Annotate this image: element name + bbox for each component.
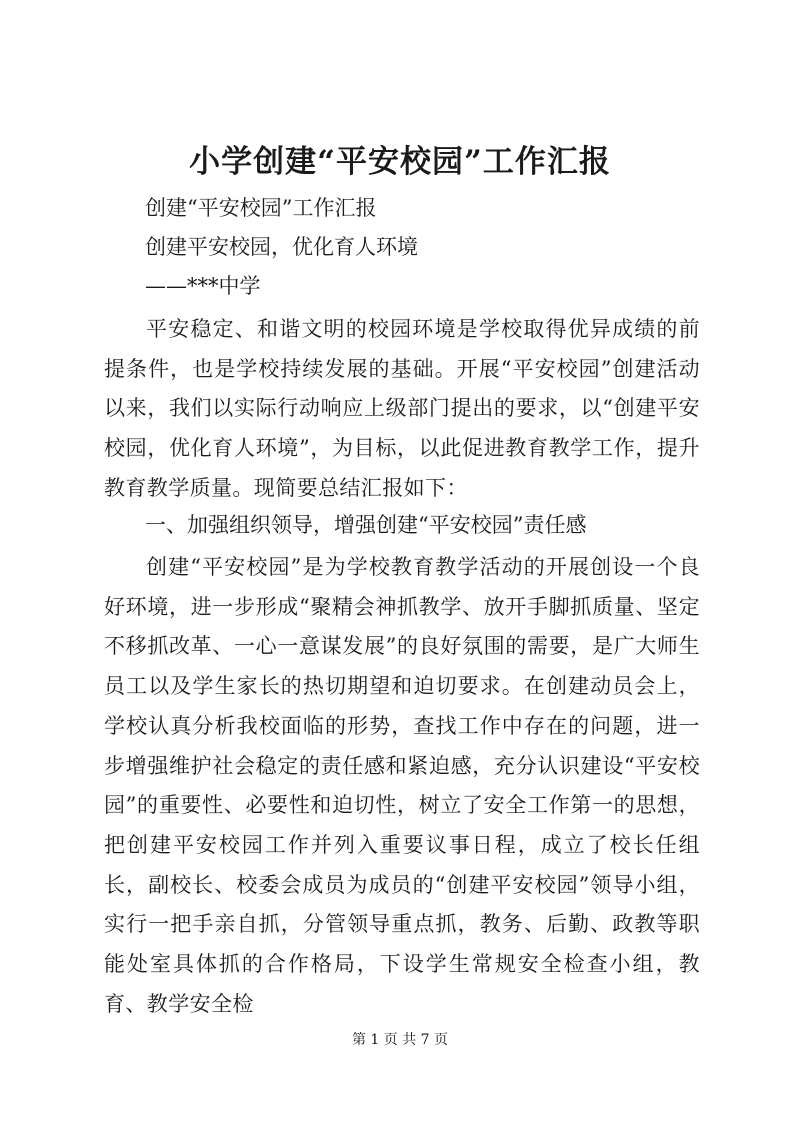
document-title: 小学创建“平安校园”工作汇报 — [189, 144, 611, 180]
document-author: ——***中学 — [145, 274, 261, 298]
body-paragraph: 创建“平安校园”是为学校教育教学活动的开展创设一个良好环境，进一步形成“聚精会神抓教学、放开手脚抓质量、坚定不移抓改革、一心一意谋发展”的良好氛围的需要，是广大师生员工以及学生家长的热切期望和迫切要求。在创建动员会上，学校认真分析我校面临的形势，查找工作中存在的问题，进一步增强维护社会稳定的责任感和紧迫感，充分认识建设“平安校园”的重要性、必要性和迫切性，树立了安全工作第一的思想，把创建平安校园工作并列入重要议事日程，成立了校长任组长，副校长、校委会成员为成员的“创建平安校园”领导小组，实行一把手亲自抓，分管领导重点抓，教务、后勤、政教等职能处室具体抓的合作格局，下设学生常规安全检查小组，教育、教学安全检 — [104, 555, 700, 1016]
page-indicator: 第 1 页 共 7 页 — [351, 1032, 449, 1048]
document-subtitle: 创建“平安校园”工作汇报 — [145, 196, 377, 220]
section-heading: 一、加强组织领导，增强创建“平安校园”责任感 — [145, 513, 587, 537]
document-motto: 创建平安校园，优化育人环境 — [145, 235, 418, 259]
intro-paragraph: 平安稳定、和谐文明的校园环境是学校取得优异成绩的前提条件，也是学校持续发展的基础。开展“平安校园”创建活动以来，我们以实际行动响应上级部门提出的要求，以“创建平安校园，优化育人环境”，为目标，以此促进教育教学工作，提升教育教学质量。现简要总结汇报如下： — [104, 317, 700, 500]
